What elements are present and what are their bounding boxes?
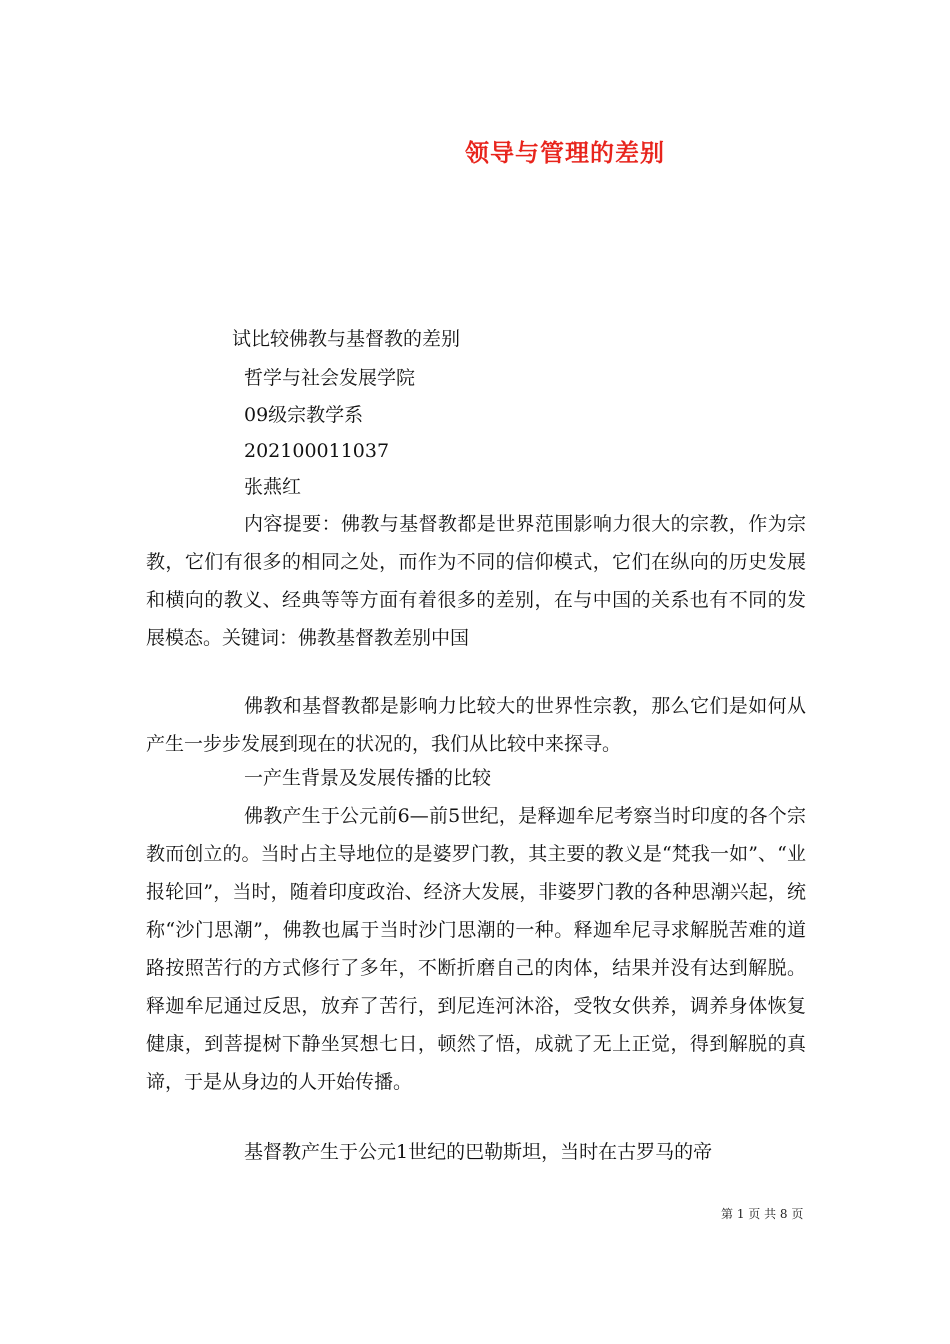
document-title: 领导与管理的差别 [465, 138, 665, 167]
author-name: 张燕红 [244, 476, 302, 498]
student-id: 202100011037 [244, 440, 390, 462]
section-heading: 一产生背景及发展传播的比较 [244, 767, 492, 789]
abstract-paragraph: 内容提要：佛教与基督教都是世界范围影响力很大的宗教，作为宗教，它们有很多的相同之处，而作为不同的信仰模式，它们在纵向的历史发展和横向的教义、经典等等方面有着很多的差别，在与中国的关系也有不同的发展模态。关键词：佛教基督教差别中国 [146, 513, 806, 649]
article-title: 试比较佛教与基督教的差别 [232, 328, 461, 350]
intro-paragraph: 佛教和基督教都是影响力比较大的世界性宗教，那么它们是如何从产生一步步发展到现在的状况的，我们从比较中来探寻。 [146, 695, 806, 755]
department-name: 09级宗教学系 [244, 404, 364, 426]
school-name: 哲学与社会发展学院 [244, 367, 416, 389]
christianity-paragraph: 基督教产生于公元1世纪的巴勒斯坦，当时在古罗马的帝 [244, 1141, 713, 1163]
page-footer: 第 1 页 共 8 页 [721, 1207, 804, 1221]
buddhism-paragraph: 佛教产生于公元前6—前5世纪，是释迦牟尼考察当时印度的各个宗教而创立的。当时占主导地位的是婆罗门教，其主要的教义是“梵我一如”、“业报轮回”，当时，随着印度政治、经济大发展，非婆罗门教的各种思潮兴起，统称“沙门思潮”，佛教也属于当时沙门思潮的一种。释迦牟尼寻求解脱苦难的道路按照苦行的方式修行了多年，不断折磨自己的肉体，结果并没有达到解脱。释迦牟尼通过反思，放弃了苦行，到尼连河沐浴，受牧女供养，调养身体恢复健康，到菩提树下静坐冥想七日，顿然了悟，成就了无上正觉，得到解脱的真谛，于是从身边的人开始传播。 [146, 805, 806, 1093]
